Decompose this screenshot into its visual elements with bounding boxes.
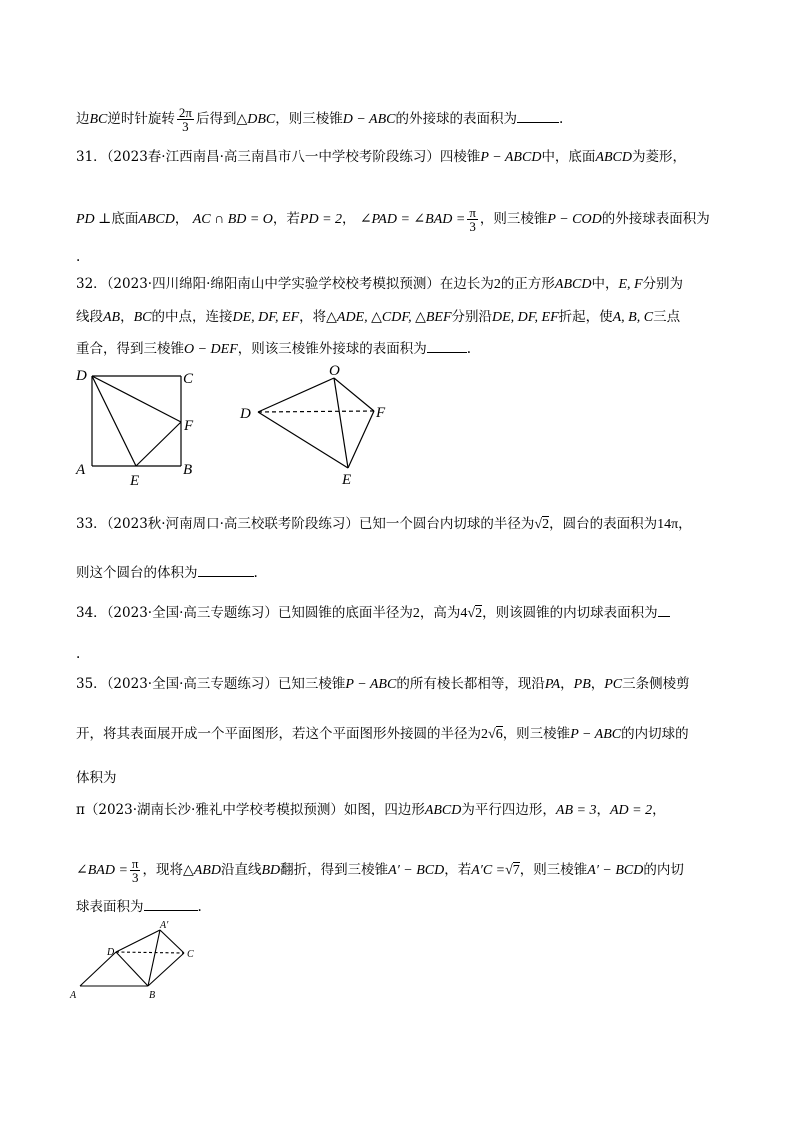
sqrt-7: √7 <box>505 863 520 878</box>
seg-da-prime <box>116 930 160 952</box>
label-d: D <box>240 406 251 422</box>
triangle-dbc: △DBC <box>236 112 276 127</box>
answer-blank[interactable] <box>144 898 198 911</box>
seg-de <box>258 412 348 468</box>
q34-line1: 34．（2023·全国·高三专题练习）已知圆锥的底面半径为2，高为4√2，则该圆锥的内切球表面积为 <box>76 603 670 624</box>
label-a: A <box>76 462 86 478</box>
q35-line3: 体积为 <box>76 770 117 786</box>
tetra-d-abc: D − ABC <box>342 112 396 127</box>
seg-a-prime-c <box>160 930 184 953</box>
figure-tetra-odef <box>236 362 396 490</box>
seg-bc <box>148 953 184 986</box>
q36-line3: 球表面积为 . <box>76 899 202 915</box>
q32-line3: 重合，得到三棱锥O − DEF，则该三棱锥外接球的表面积为 . <box>76 341 472 357</box>
q32-line1: 32．（2023·四川绵阳·绵阳南山中学实验学校校考模拟预测）在边长为2的正方形ABCD中，E, F分别为 <box>76 276 684 292</box>
q31-line1: 31．（2023春·江西南昌·高三南昌市八一中学校考阶段练习）四棱锥P − ABCD中，底面ABCD为菱形， <box>76 149 686 165</box>
label-e: E <box>130 473 140 488</box>
label-c: C <box>187 949 194 960</box>
seg-df-hidden <box>258 411 374 412</box>
question-number: 31． <box>76 149 107 165</box>
seg-od <box>258 378 334 412</box>
segment-bc: BC <box>89 112 108 127</box>
label-f: F <box>184 418 194 434</box>
question-source: （2023春·江西南昌·高三南昌市八一中学校考阶段练习） <box>106 149 440 165</box>
answer-blank[interactable] <box>658 604 670 617</box>
answer-blank[interactable] <box>198 564 254 577</box>
label-a: A <box>70 990 77 1001</box>
q32-line2: 线段AB，BC的中点，连接DE, DF, EF，将△ADE, △CDF, △BEF分别沿DE, DF, EF折起，使A, B, C三点 <box>76 309 681 325</box>
label-d: D <box>76 368 87 384</box>
q31-dot: . <box>76 249 81 265</box>
fraction-2pi-3: $\frac{2\pi}{3}$ <box>178 105 192 134</box>
q33-line2: 则这个圆台的体积为 . <box>76 565 258 581</box>
q35-line1: 35．（2023·全国·高三专题练习）已知三棱锥P − ABC的所有棱长都相等，现沿PA，PB，PC三条侧棱剪 <box>76 676 690 692</box>
label-b: B <box>149 990 156 1001</box>
label-o: O <box>329 363 340 379</box>
answer-blank[interactable] <box>427 340 467 353</box>
seg-ef <box>136 422 181 466</box>
seg-oe <box>334 378 348 468</box>
label-c: C <box>183 371 194 387</box>
q36-line1: π（2023·湖南长沙·雅礼中学校考模拟预测）如图，四边形ABCD为平行四边形，AB = 3，AD = 2， <box>76 802 666 818</box>
seg-de <box>92 376 136 466</box>
seg-db <box>116 952 148 986</box>
figure-square-abcd <box>70 364 210 488</box>
label-d: D <box>107 947 115 958</box>
sqrt-4root2: 4√2 <box>460 606 483 621</box>
seg-a-prime-b <box>148 930 160 986</box>
q33-line1: 33．（2023秋·河南周口·高三校联考阶段练习）已知一个圆台内切球的半径为√2，圆台的表面积为14π， <box>76 516 692 532</box>
answer-blank[interactable] <box>517 110 559 123</box>
q35-line2: 开，将其表面展开成一个平面图形，若这个平面图形外接圆的半径为2√6，则三棱锥P − ABC的内切球的 <box>76 726 689 742</box>
q36-line2: ∠BAD = $\frac{\pi}{3}$ ，现将△ABD沿直线BD翻折，得到三棱锥A′ − BCD，若A′C =√7，则三棱锥A′ − BCD的内切 <box>76 856 684 885</box>
seg-of <box>334 378 374 411</box>
seg-df <box>92 376 181 422</box>
label-f: F <box>376 405 386 421</box>
seg-dc-hidden <box>116 952 184 953</box>
label-a-prime: A′ <box>160 920 169 931</box>
q30-tail: 边BC逆时针旋转 $\frac{2\pi}{3}$ 后得到△DBC，则三棱锥D − ABC的外接球的表面积为 . <box>76 105 564 134</box>
figure-parallelogram-fold <box>66 918 214 1002</box>
q34-dot: . <box>76 646 81 662</box>
label-e: E <box>342 472 352 488</box>
sqrt-2root6: 2√6 <box>481 727 503 742</box>
q31-line2: PD ⊥底面ABCD， AC ∩ BD = O，若PD = 2， ∠PAD = ∠BAD = $\frac{\pi}{3}$ ，则三棱锥P − COD的外接球表面积为 <box>76 205 710 234</box>
seg-fe <box>348 411 374 468</box>
sqrt-2: √2 <box>534 517 550 532</box>
label-b: B <box>183 462 193 478</box>
